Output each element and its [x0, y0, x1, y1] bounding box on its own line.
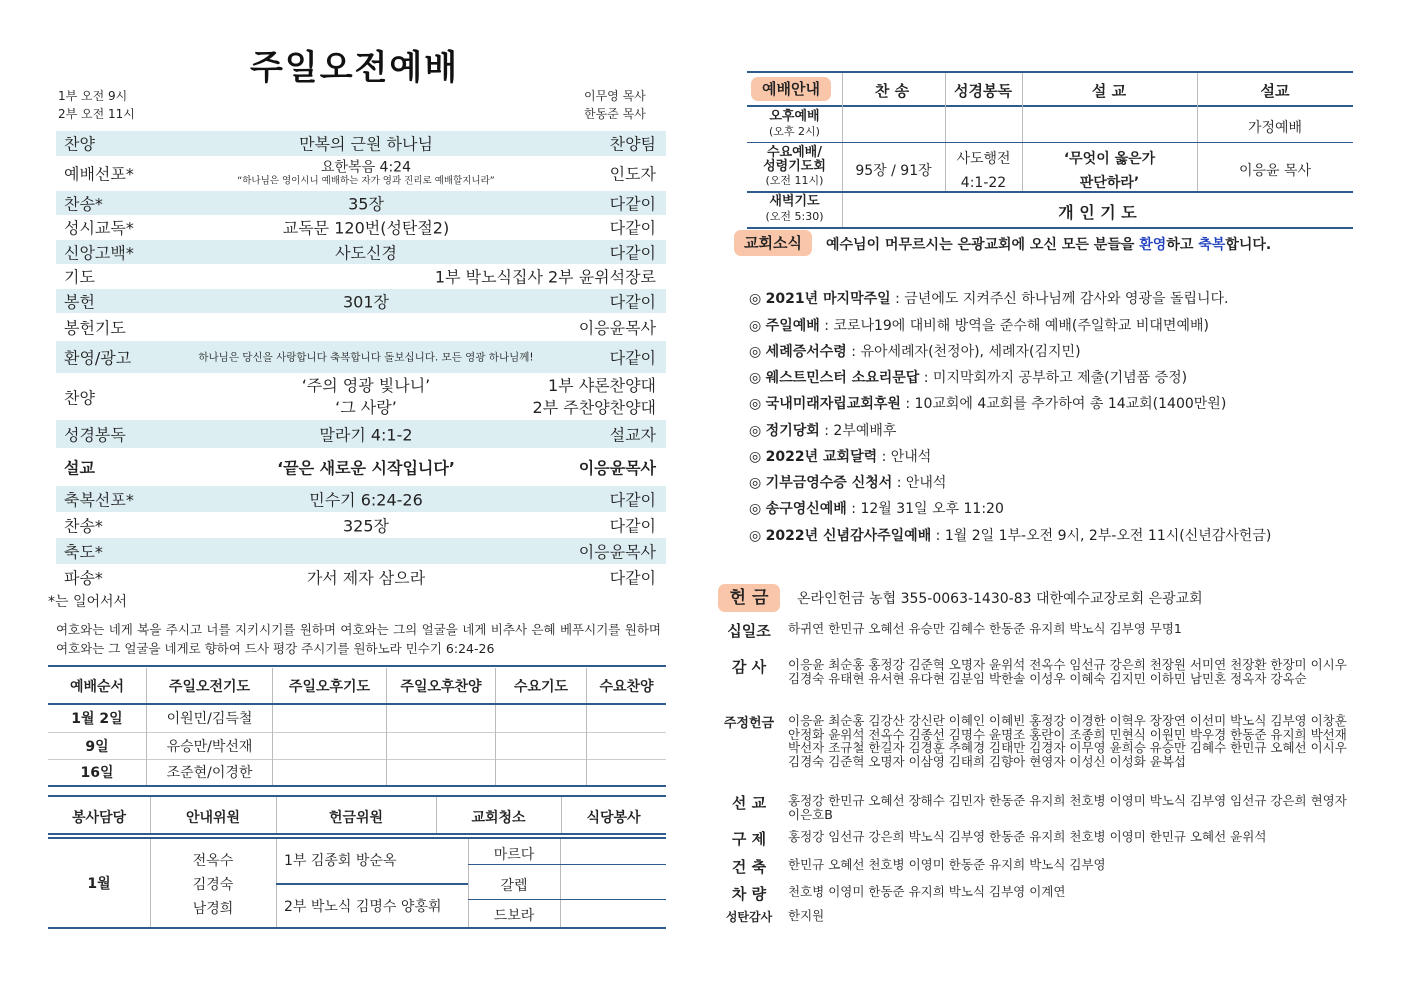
divider — [48, 665, 666, 667]
order-row — [56, 131, 666, 156]
order-content: 가서 제자 삼으라 — [306, 568, 426, 588]
worship-sermon-line2: 판단하라’ — [1079, 175, 1140, 191]
table-header: 설교 — [1260, 82, 1290, 100]
divider — [276, 797, 277, 833]
table-cell — [387, 732, 496, 759]
order-content: 민수기 6:24-26 — [309, 490, 423, 510]
worship-guide-table — [747, 71, 1353, 229]
stand-note: *는 일어서서 — [48, 594, 128, 610]
bullet-icon: ◎ — [749, 291, 762, 307]
news-item — [749, 498, 1004, 518]
welcome-text: 합니다. — [1225, 237, 1272, 253]
order-content: 교독문 120번(성탄절2) — [282, 218, 450, 238]
divider — [747, 105, 1353, 107]
service-assignment-table — [48, 797, 666, 930]
order-content: 하나님은 당신을 사랑합니다 축복합니다 돌보십니다. 모든 영광 하나님께! — [198, 351, 534, 364]
order-content — [206, 375, 526, 419]
table-row — [48, 732, 666, 759]
order-row — [56, 538, 666, 564]
order-row — [56, 486, 666, 512]
order-who: 이응윤목사 — [578, 542, 656, 562]
table-header: 수요찬양 — [599, 678, 654, 695]
table-header: 예배순서 — [48, 668, 147, 704]
offering-group-label: 선 교 — [731, 794, 767, 812]
order-item: 축복선포* — [64, 490, 134, 510]
news-heading: 세례증서수령 — [765, 344, 847, 360]
order-who: 다같이 — [609, 194, 656, 214]
order-item: 찬양 — [64, 388, 95, 407]
service-1-time: 1부 오전 9시 — [58, 89, 128, 103]
news-heading: 웨스트민스터 소요리문답 — [765, 370, 920, 386]
order-who: 1부 박노식집사 2부 윤위석장로 — [434, 267, 656, 287]
service-1-pastor: 이무영 목사 — [584, 89, 646, 103]
table-header: 교회청소 — [471, 810, 526, 826]
worship-hymn: 95장 / 91장 — [855, 163, 932, 179]
order-who-line1: 1부 샤론찬양대 — [547, 375, 656, 395]
table-header: 주일오전기도 — [147, 668, 273, 704]
news-body: : 1월 2일 1부-오전 9시, 2부-오전 11시(신년감사헌금) — [931, 528, 1272, 544]
welcome-highlight: 환영 — [1139, 237, 1167, 253]
offering-team-1: 1부 김종회 방순옥 — [284, 853, 397, 869]
offering-label: 헌 금 — [718, 584, 780, 612]
order-content — [206, 160, 526, 187]
news-body: : 12월 31일 오후 11:20 — [846, 501, 1004, 517]
news-heading: 2022년 교회달력 — [765, 449, 878, 465]
cleaning-team: 마르다 — [493, 847, 535, 863]
worship-sermon-line1: ‘무엇이 옳은가 — [1063, 151, 1156, 167]
welcome-text: 예수님이 머무르시는 은광교회에 오신 모든 분들을 — [826, 237, 1140, 253]
news-heading: 2022년 신념감사주일예배 — [765, 528, 932, 544]
bullet-icon: ◎ — [749, 528, 762, 544]
bullet-icon: ◎ — [749, 423, 762, 439]
order-row — [56, 264, 666, 289]
order-content: 325장 — [343, 516, 389, 536]
table-cell — [496, 732, 587, 759]
worship-name: 새벽기도 — [769, 194, 820, 209]
divider — [747, 227, 1353, 229]
news-item — [749, 472, 946, 492]
news-item — [749, 288, 1229, 308]
service-2-time: 2부 오전 11시 — [58, 107, 135, 121]
divider — [747, 191, 1353, 193]
worship-preacher: 가정예배 — [1247, 120, 1303, 136]
worship-name-cell — [747, 146, 842, 188]
table-cell: 9일 — [48, 732, 147, 759]
order-item: 봉헌 — [64, 292, 95, 312]
news-body: : 유아세례자(천정아), 세례자(김지민) — [846, 344, 1081, 360]
table-row — [48, 704, 666, 732]
order-item: 봉헌기도 — [64, 318, 126, 338]
prayer-schedule-table — [48, 668, 666, 787]
order-item: 성시교독* — [64, 218, 134, 238]
worship-name: 오후예배 — [769, 109, 820, 124]
order-item: 신앙고백* — [64, 243, 134, 263]
order-who: 다같이 — [609, 292, 656, 312]
order-content-line2: ‘그 사랑’ — [335, 397, 397, 417]
table-cell: 조준현/이경한 — [147, 759, 273, 786]
order-item: 성경봉독 — [64, 425, 126, 445]
offering-group-names: 한민규 오혜선 천호병 이영미 한동준 유지희 박노식 김부영 — [788, 857, 1106, 872]
usher-list — [150, 849, 276, 921]
order-row — [56, 564, 666, 590]
worship-order-table — [56, 131, 666, 590]
order-item: 예배선포* — [64, 164, 134, 184]
order-row — [56, 313, 666, 341]
worship-preacher: 이응윤 목사 — [1238, 163, 1312, 179]
order-item: 파송* — [64, 568, 103, 588]
worship-bible — [945, 147, 1022, 195]
divider — [48, 837, 666, 839]
table-cell: 이원민/김득철 — [147, 704, 273, 732]
table-row — [48, 759, 666, 786]
table-header: 봉사담당 — [71, 810, 127, 826]
blessing-verse: 여호와는 네게 복을 주시고 너를 지키시기를 원하며 여호와는 그의 얼굴을 네게 비추사 은혜 베푸시기를 원하며 여호와는 그 얼굴을 네게로 향하여 드사 평강 주시기를 원하노라 민수기 6:24-26 — [56, 622, 661, 656]
cleaning-team: 갈렙 — [500, 878, 528, 894]
order-content-main: 요한복음 4:24 — [321, 159, 411, 176]
table-cell — [273, 759, 387, 786]
offering-group-label: 주정헌금 — [723, 716, 775, 731]
divider — [468, 864, 666, 865]
bullet-icon: ◎ — [749, 449, 762, 465]
order-content-line1: ‘주의 영광 빛나니’ — [301, 375, 431, 395]
order-row — [56, 191, 666, 216]
table-header: 식당봉사 — [586, 810, 641, 826]
offering-group-names: 이응윤 최순홍 홍정강 김준혁 오명자 윤위석 전옥수 임선규 강은희 천장원 서미연 천장환 한장미 이시우 김경숙 유태현 유서현 유다현 김분임 박한솔 이성우 이혜숙 김지민 이하민 남민혼 정옥자 강옥순 — [788, 657, 1347, 686]
service-2-pastor: 한동준 목사 — [584, 107, 646, 121]
worship-time: (오후 2시) — [769, 125, 820, 138]
table-cell — [273, 732, 387, 759]
order-item: 찬송* — [64, 516, 103, 536]
bullet-icon: ◎ — [749, 396, 762, 412]
table-cell — [587, 759, 667, 786]
table-cell — [496, 704, 587, 732]
news-item — [749, 315, 1209, 335]
table-cell: 16일 — [48, 759, 147, 786]
bullet-icon: ◎ — [749, 501, 762, 517]
news-body: : 미지막회까지 공부하고 제출(기념품 증정) — [919, 370, 1188, 386]
divider — [561, 797, 562, 833]
order-content: 35장 — [348, 194, 384, 214]
bullet-icon: ◎ — [749, 344, 762, 360]
welcome-message — [826, 234, 1271, 254]
order-row — [56, 420, 666, 448]
order-who: 인도자 — [609, 164, 656, 184]
table-cell — [387, 759, 496, 786]
order-who: 다같이 — [609, 218, 656, 238]
order-item: 찬양 — [64, 134, 95, 154]
divider — [747, 142, 1353, 143]
welcome-highlight: 축복 — [1198, 237, 1226, 253]
table-cell — [587, 704, 667, 732]
order-who-line2: 2부 주찬양찬양대 — [532, 397, 656, 417]
order-who: 다같이 — [609, 516, 656, 536]
order-row — [56, 512, 666, 538]
order-who: 다같이 — [609, 348, 656, 368]
news-item — [749, 420, 896, 440]
offering-group-names: 홍정강 임선규 강은희 박노식 김부영 한동준 유지희 천호병 이영미 한민규 오혜선 윤위석 — [788, 829, 1267, 844]
sermon-title: ‘끝은 새로운 시작입니다’ — [277, 458, 455, 478]
divider — [747, 71, 1353, 73]
order-row — [56, 373, 666, 420]
month-label: 1월 — [87, 876, 111, 892]
cleaning-team: 드보라 — [493, 908, 535, 924]
order-row — [56, 448, 666, 486]
divider — [150, 797, 151, 833]
church-news-label: 교회소식 — [734, 230, 812, 256]
divider — [436, 797, 437, 833]
offering-group-label: 감 사 — [731, 658, 767, 676]
offering-group-names: 이응윤 최순홍 김강산 강신란 이혜인 이혜빈 홍정강 이경한 이혁우 장장연 이선미 박노식 김부영 이창훈 안정화 윤위석 전옥수 김종선 김명수 윤명조 홍란이 조종희 민현식 이원민 박우경 한동준 유지희 박선재 박선자 조규철 한길자 김경훈 추혜경 김태만 김경자 이무영 윤희승 유승만 김혜수 한민규 오혜선 이시우 김경숙 김준혁 오명자 이삼영 김태희 김향아 현영자 이성신 이성화 윤복섭 — [788, 713, 1347, 769]
offering-group-label: 성탄감사 — [725, 910, 773, 924]
order-who: 다같이 — [609, 568, 656, 588]
order-content: 만복의 근원 하나님 — [299, 134, 433, 154]
table-header-row — [48, 797, 666, 835]
offering-group-label: 십일조 — [727, 622, 771, 640]
worship-name: 수요예배/ — [767, 145, 822, 160]
order-content: 말라기 4:1-2 — [319, 425, 413, 445]
news-body: : 10교회에 4교회를 추가하여 총 14교회(1400만원) — [900, 396, 1227, 412]
order-who: 설교자 — [609, 425, 656, 445]
order-content: 301장 — [343, 292, 389, 312]
offering-group-label: 구 제 — [731, 830, 767, 848]
table-header: 헌금위원 — [328, 810, 384, 826]
order-row — [56, 341, 666, 373]
order-content: 사도신경 — [335, 243, 397, 263]
page-title: 주일오전예배 — [250, 48, 460, 88]
worship-name-cell — [747, 109, 842, 139]
table-header: 성경봉독 — [954, 82, 1012, 100]
news-item — [749, 525, 1271, 545]
order-content-sub: “하나님은 영이시니 예배하는 자가 영과 진리로 예배할지니라” — [237, 175, 495, 187]
news-heading: 정기당회 — [765, 423, 820, 439]
offering-group-names: 천호병 이영미 한동준 유지희 박노식 김부영 이계연 — [788, 884, 1066, 899]
order-row — [56, 215, 666, 240]
divider — [276, 883, 468, 885]
order-item: 기도 — [64, 267, 95, 287]
table-header: 안내위원 — [185, 810, 241, 826]
table-header: 주일오후기도 — [273, 668, 387, 704]
table-cell — [587, 732, 667, 759]
table-header: 수요기도 — [496, 668, 587, 704]
worship-bible-book: 사도행전 — [956, 151, 1011, 167]
worship-time: (오전 11시) — [765, 174, 824, 187]
order-who: 이응윤목사 — [578, 318, 656, 338]
divider — [560, 839, 561, 928]
worship-bible-verse: 4:1-22 — [960, 175, 1007, 191]
order-who: 이응윤목사 — [578, 458, 656, 478]
worship-sermon — [1022, 147, 1197, 195]
bullet-icon: ◎ — [749, 318, 762, 334]
usher-name: 남경희 — [192, 901, 234, 917]
news-item — [749, 446, 931, 466]
table-header: 찬 송 — [874, 82, 910, 100]
news-heading: 기부금영수증 신청서 — [765, 475, 893, 491]
news-item — [749, 393, 1226, 413]
worship-name-cell — [747, 194, 842, 224]
news-body: : 코로나19에 대비해 방역을 준수해 예배(주일학교 비대면예배) — [819, 318, 1209, 334]
news-body: : 금년에도 지켜주신 하나님께 감사와 영광을 돌립니다. — [890, 291, 1229, 307]
divider — [468, 899, 666, 900]
news-heading: 국내미래자립교회후원 — [765, 396, 901, 412]
bullet-icon: ◎ — [749, 370, 762, 386]
table-header: 주일오후찬양 — [387, 668, 496, 704]
offering-group-label: 차 량 — [731, 885, 767, 903]
news-heading: 주일예배 — [765, 318, 820, 334]
order-who: 다같이 — [609, 490, 656, 510]
dawn-prayer-note: 개 인 기 도 — [1058, 203, 1137, 222]
divider — [48, 927, 666, 929]
table-cell — [273, 704, 387, 732]
order-item: 환영/광고 — [64, 348, 132, 368]
usher-name: 김경숙 — [192, 877, 234, 893]
offering-group-label: 건 축 — [731, 858, 767, 876]
table-header-row — [48, 668, 666, 704]
online-offering-account: 온라인헌금 농협 355-0063-1430-83 대한예수교장로회 은광교회 — [797, 591, 1203, 607]
offering-group-names: 홍정강 한민규 오혜선 장해수 김민자 한동준 유지희 천호병 이영미 박노식 김부영 임선규 강은희 현영자 이은호B — [788, 793, 1347, 822]
bullet-icon: ◎ — [749, 475, 762, 491]
table-cell — [387, 704, 496, 732]
usher-name: 전옥수 — [192, 853, 234, 869]
offering-group-names: 한지원 — [788, 908, 825, 923]
order-item: 찬송* — [64, 194, 103, 214]
news-body: : 안내석 — [877, 449, 932, 465]
order-row — [56, 240, 666, 265]
news-body: : 안내석 — [892, 475, 947, 491]
news-item — [749, 341, 1081, 361]
table-cell: 유승만/박선재 — [147, 732, 273, 759]
offering-group-names: 하귀연 한민규 오혜선 유승만 김혜수 한동준 유지희 박노식 김부영 무명1 — [788, 621, 1182, 636]
offering-team-2: 2부 박노식 김명수 양홍휘 — [284, 899, 442, 915]
order-who: 다같이 — [609, 243, 656, 263]
news-heading: 2021년 마지막주일 — [765, 291, 891, 307]
order-who — [533, 375, 656, 419]
welcome-text: 하고 — [1166, 237, 1199, 253]
order-row — [56, 289, 666, 314]
order-item: 설교 — [64, 458, 95, 478]
news-heading: 송구영신예배 — [765, 501, 847, 517]
news-item — [749, 367, 1187, 387]
table-cell: 1월 2일 — [48, 704, 147, 732]
worship-guide-label: 예배안내 — [751, 77, 831, 101]
order-row — [56, 156, 666, 191]
worship-time: (오전 5:30) — [765, 210, 824, 223]
table-cell — [496, 759, 587, 786]
table-header: 설 교 — [1091, 82, 1127, 100]
worship-name-2: 성령기도회 — [763, 159, 826, 174]
news-body: : 2부예배후 — [819, 423, 897, 439]
order-item: 축도* — [64, 542, 103, 562]
order-who: 찬양팀 — [609, 134, 656, 154]
